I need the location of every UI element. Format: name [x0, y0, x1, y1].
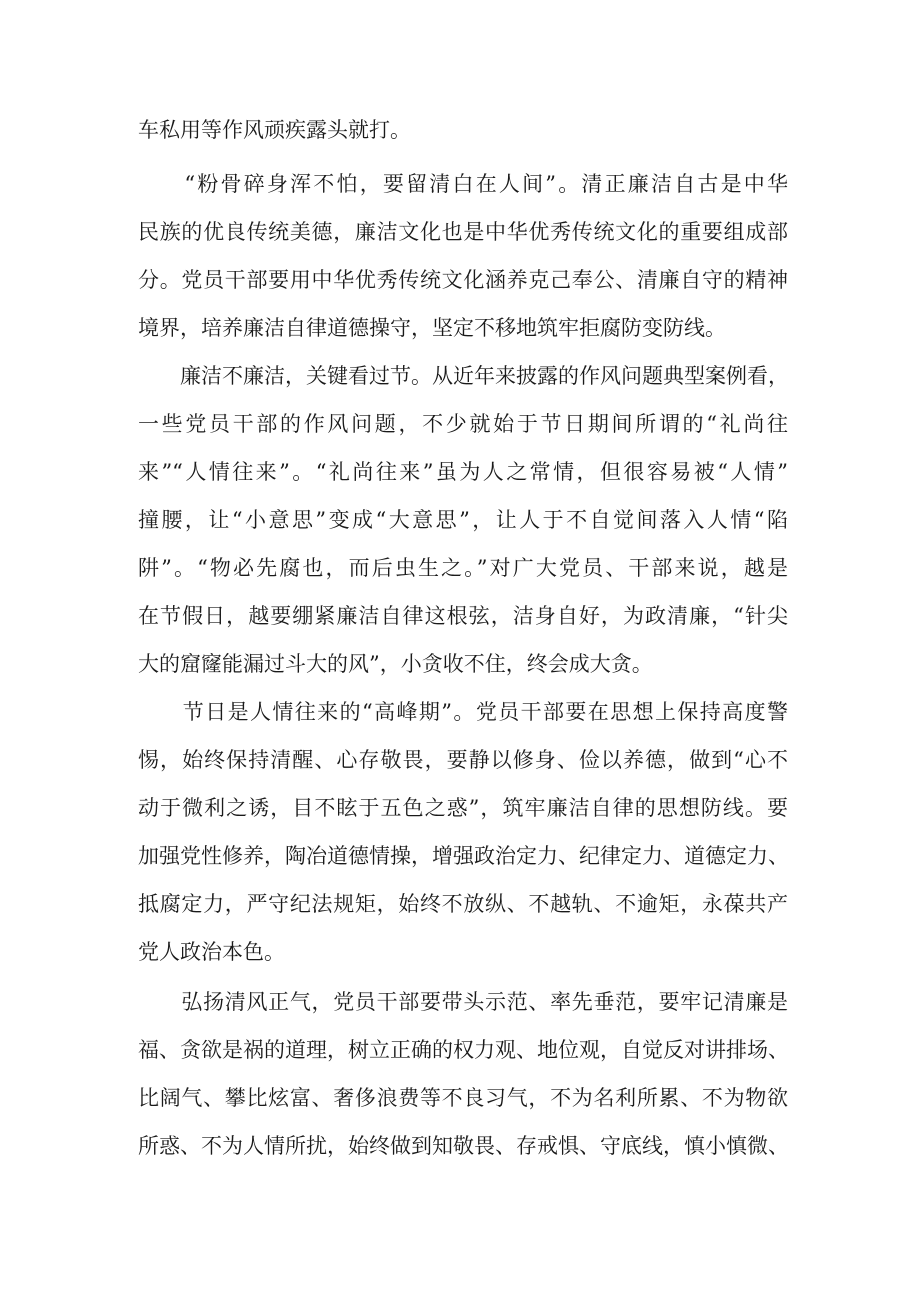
- text-line: 党人政治本色。: [138, 940, 285, 964]
- paragraph-start-line: “粉骨碎身浑不怕，要留清白在人间”。清正廉洁自古是中华: [138, 172, 788, 196]
- text-line: 大的窟窿能漏过斗大的风”，小贪收不住，终会成大贪。: [138, 652, 653, 676]
- text-line: 所惑、不为人情所扰，始终做到知敬畏、存戒惧、守底线，慎小慎微、: [138, 1134, 789, 1158]
- text-line: 动于微利之诱，目不眩于五色之惑”，筑牢廉洁自律的思想防线。要: [138, 796, 788, 820]
- text-line: 加强党性修养，陶冶道德情操，增强政治定力、纪律定力、道德定力、: [138, 844, 789, 868]
- paragraph-start-line: 弘扬清风正气，党员干部要带头示范、率先垂范，要牢记清廉是: [138, 990, 788, 1014]
- text-line: 撞腰，让“小意思”变成“大意思”，让人于不自觉间落入人情“陷: [138, 508, 788, 532]
- text-line: 抵腐定力，严守纪法规矩，始终不放纵、不越轨、不逾矩，永葆共产: [138, 892, 788, 916]
- text-line: 一些党员干部的作风问题，不少就始于节日期间所谓的“礼尚往: [138, 412, 788, 436]
- paragraph-start-line: 节日是人情往来的“高峰期”。党员干部要在思想上保持高度警: [138, 700, 788, 724]
- text-line: 比阔气、攀比炫富、奢侈浪费等不良习气，不为名利所累、不为物欲: [138, 1086, 788, 1110]
- text-line: 阱”。“物必先腐也，而后虫生之。”对广大党员、干部来说，越是: [138, 556, 788, 580]
- text-line: 福、贪欲是祸的道理，树立正确的权力观、地位观，自觉反对讲排场、: [138, 1038, 789, 1062]
- paragraph-start-line: 廉洁不廉洁，关键看过节。从近年来披露的作风问题典型案例看，: [138, 364, 789, 388]
- text-line: 境界，培养廉洁自律道德操守，坚定不移地筑牢拒腐防变防线。: [138, 316, 726, 340]
- text-line: 民族的优良传统美德，廉洁文化也是中华优秀传统文化的重要组成部: [138, 220, 788, 244]
- text-line: 分。党员干部要用中华优秀传统文化涵养克己奉公、清廉自守的精神: [138, 268, 788, 292]
- text-line: 来”“人情往来”。“礼尚往来”虽为人之常情，但很容易被“人情”: [138, 460, 788, 484]
- text-line: 车私用等作风顽疾露头就打。: [138, 118, 411, 142]
- text-line: 在节假日，越要绷紧廉洁自律这根弦，洁身自好，为政清廉，“针尖: [138, 604, 788, 628]
- text-line: 惕，始终保持清醒、心存敬畏，要静以修身、俭以养德，做到“心不: [138, 748, 788, 772]
